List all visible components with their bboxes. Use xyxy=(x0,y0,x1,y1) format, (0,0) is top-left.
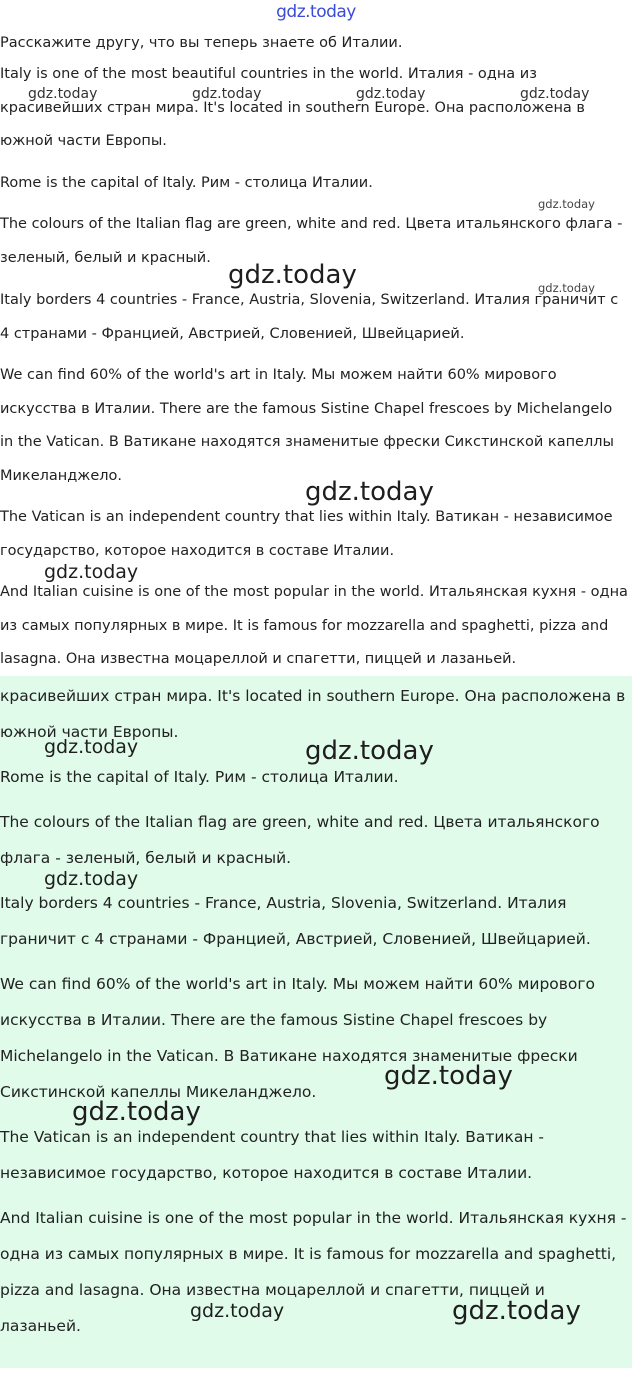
green-paragraph-rome: Rome is the capital of Italy. Рим - столица Италии. xyxy=(0,768,399,786)
highlighted-answer-block xyxy=(0,676,632,1368)
site-logo[interactable]: gdz.today xyxy=(276,2,356,22)
paragraph-rome: Rome is the capital of Italy. Рим - столица Италии. xyxy=(0,175,373,191)
green-paragraph-flag: The colours of the Italian flag are green, white and red. Цвета итальянского флага - зеленый, белый и красный. xyxy=(0,813,600,867)
watermark: gdz.today xyxy=(305,477,434,507)
green-paragraph-italy: красивейших стран мира. It's located in southern Europe. Она расположена в южной части Европы. xyxy=(0,687,626,741)
paragraph-art: We can find 60% of the world's art in Italy. Мы можем найти 60% мирового искусства в Италии. There are the famous Sistine Chapel frescoes by Michelangelo in the Vatican. В Ватикане находятся знаменитые фрески Сикстинской капеллы Микеланджело. xyxy=(0,367,614,484)
watermark: gdz.today xyxy=(192,86,262,102)
green-paragraph-vatican: The Vatican is an independent country that lies within Italy. Ватикан - независимое государство, которое находится в составе Италии. xyxy=(0,1128,544,1182)
green-paragraph-cuisine: And Italian cuisine is one of the most popular in the world. Итальянская кухня - одна из самых популярных в мире. It is famous for mozzarella and spaghetti, pizza and lasagna. Она известна моцареллой и спагетти, пиццей и лазаньей. xyxy=(0,1209,627,1335)
watermark: gdz.today xyxy=(452,1296,581,1326)
watermark: gdz.today xyxy=(356,86,426,102)
watermark: gdz.today xyxy=(44,561,139,583)
watermark: gdz.today xyxy=(538,281,595,295)
green-paragraph-art: We can find 60% of the world's art in Italy. Мы можем найти 60% мирового искусства в Италии. There are the famous Sistine Chapel frescoes by Michelangelo in the Vatican. В Ватикане находятся знаменитые фрески Сикстинской капеллы Микеланджело. xyxy=(0,975,596,1101)
paragraph-cuisine: And Italian cuisine is one of the most popular in the world. Итальянская кухня - одна из самых популярных в мире. It is famous for mozzarella and spaghetti, pizza and lasagna. Она известна моцареллой и спагетти, пиццей и лазаньей. xyxy=(0,584,628,667)
watermark: gdz.today xyxy=(190,1300,285,1322)
paragraph-italy-intro: Italy is one of the most beautiful countries in the world. Италия - одна из красивейших стран мира. It's located in southern Europe. Она расположена в южной части Европы. xyxy=(0,66,585,149)
watermark: gdz.today xyxy=(44,736,139,758)
paragraph-flag: The colours of the Italian flag are green, white and red. Цвета итальянского флага - зеленый, белый и красный. xyxy=(0,216,623,266)
watermark: gdz.today xyxy=(384,1061,513,1091)
paragraph-borders: Italy borders 4 countries - France, Austria, Slovenia, Switzerland. Италия граничит с 4 странами - Францией, Австрией, Словенией, Швейцарией. xyxy=(0,292,619,342)
watermark: gdz.today xyxy=(28,86,98,102)
green-paragraph-borders: Italy borders 4 countries - France, Austria, Slovenia, Switzerland. Италия граничит с 4 странами - Францией, Австрией, Словенией, Швейцарией. xyxy=(0,894,591,948)
watermark: gdz.today xyxy=(44,868,139,890)
paragraph-vatican: The Vatican is an independent country that lies within Italy. Ватикан - независимое государство, которое находится в составе Италии. xyxy=(0,509,613,559)
watermark: gdz.today xyxy=(228,260,357,290)
watermark: gdz.today xyxy=(305,736,434,766)
watermark: gdz.today xyxy=(538,197,595,211)
watermark: gdz.today xyxy=(520,86,590,102)
intro-line: Расскажите другу, что вы теперь знаете об Италии. xyxy=(0,35,403,51)
watermark: gdz.today xyxy=(72,1097,201,1127)
